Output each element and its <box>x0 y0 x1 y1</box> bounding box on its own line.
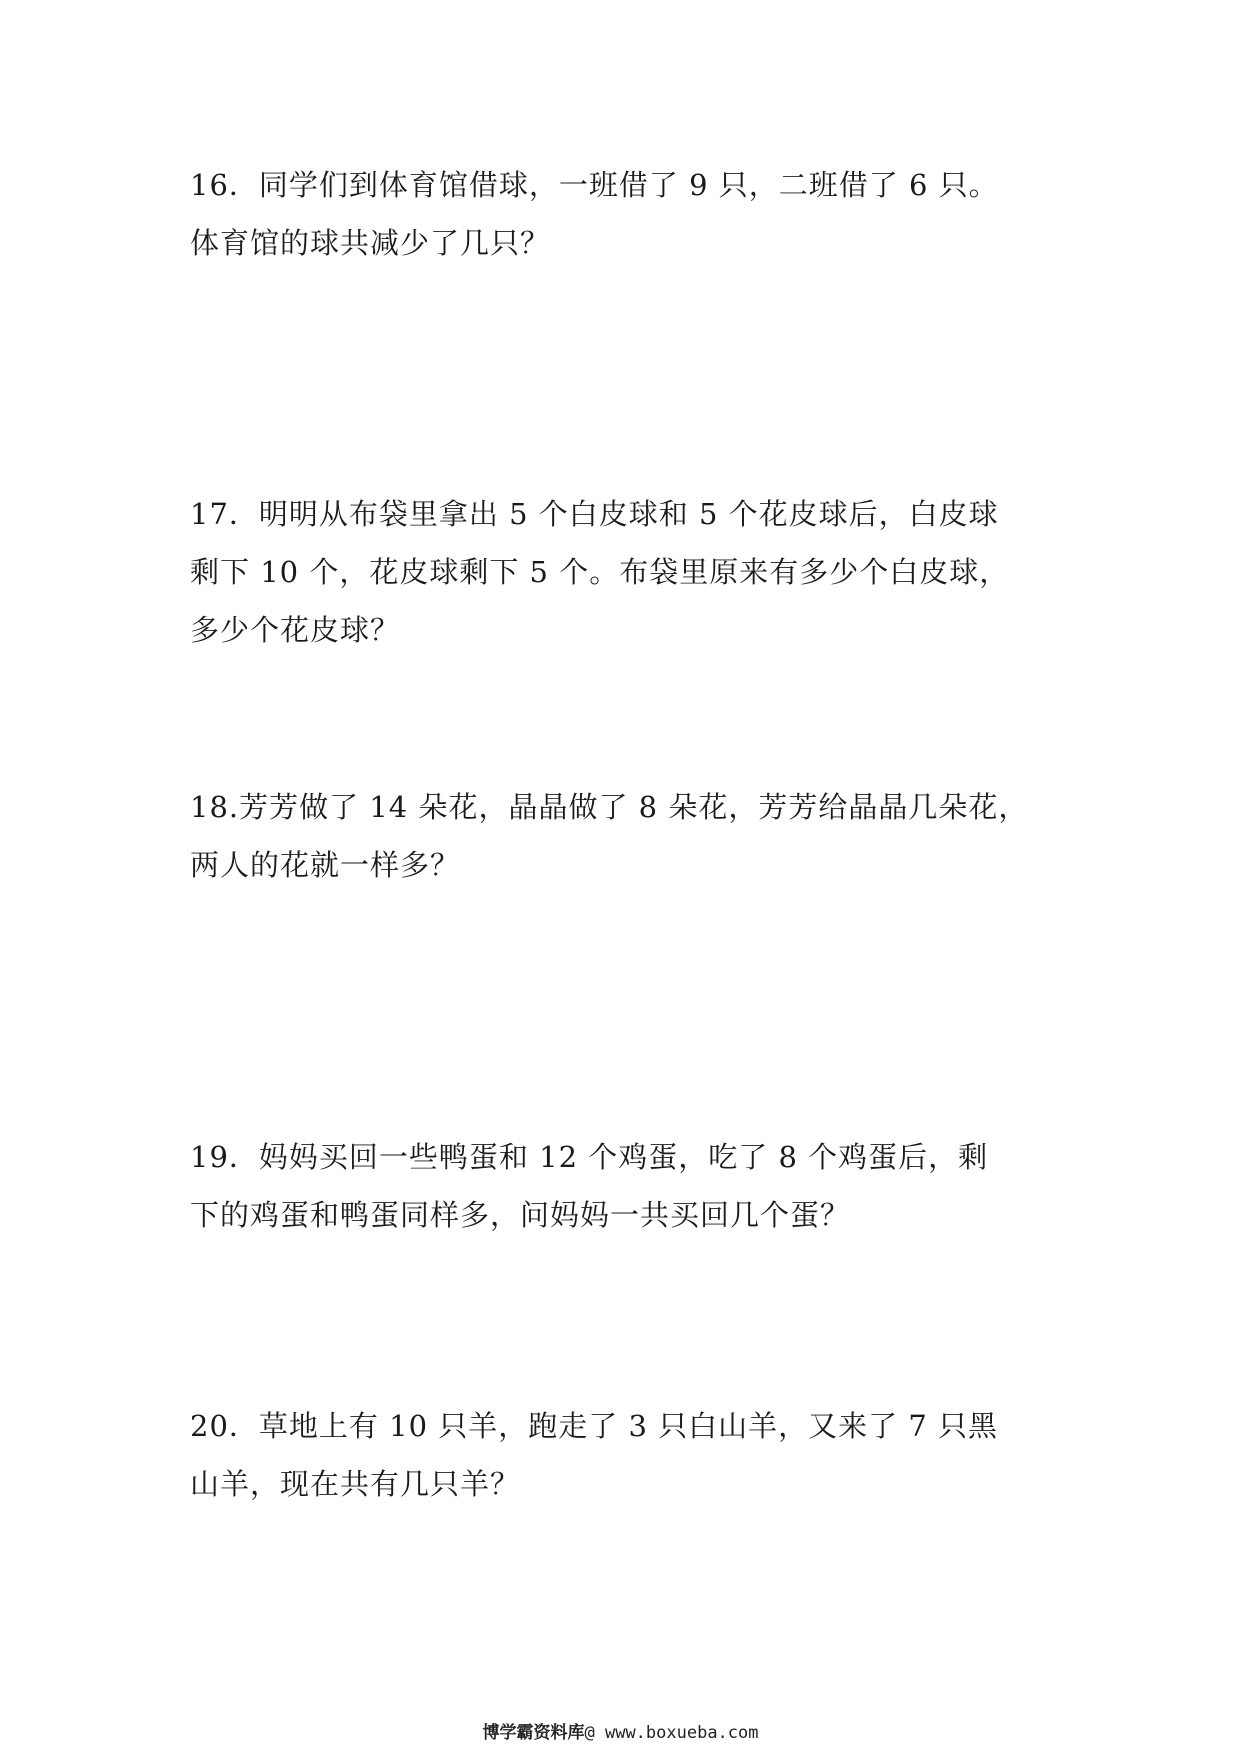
problem-17-line-2: 剩下 10 个，花皮球剩下 5 个。布袋里原来有多少个白皮球， <box>190 555 1010 589</box>
problem-17-line-3: 多少个花皮球？ <box>190 613 401 647</box>
problem-20 <box>190 1397 1070 1513</box>
problem-20-line-1: 20．草地上有 10 只羊，跑走了 3 只白山羊，又来了 7 只黑 <box>190 1409 999 1443</box>
footer-site-name: 博学霸资料库 <box>482 1723 585 1743</box>
problem-19 <box>190 1128 1070 1244</box>
problem-18-line-2: 两人的花就一样多？ <box>190 848 461 882</box>
problem-16-line-2: 体育馆的球共减少了几只？ <box>190 226 551 260</box>
problem-18 <box>190 778 1070 894</box>
problem-17 <box>190 485 1070 659</box>
problem-16-line-1: 16．同学们到体育馆借球，一班借了 9 只，二班借了 6 只。 <box>190 168 999 202</box>
problem-18-line-1: 18.芳芳做了 14 朵花，晶晶做了 8 朵花，芳芳给晶晶几朵花， <box>190 790 1029 824</box>
problem-19-line-1: 19．妈妈买回一些鸭蛋和 12 个鸡蛋，吃了 8 个鸡蛋后，剩 <box>190 1140 989 1174</box>
problem-16 <box>190 156 1070 272</box>
page-footer <box>0 1718 1241 1743</box>
footer-url: @ www.boxueba.com <box>584 1723 759 1743</box>
problem-20-line-2: 山羊，现在共有几只羊？ <box>190 1467 521 1501</box>
problem-17-line-1: 17．明明从布袋里拿出 5 个白皮球和 5 个花皮球后，白皮球 <box>190 497 999 531</box>
problem-19-line-2: 下的鸡蛋和鸭蛋同样多，问妈妈一共买回几个蛋？ <box>190 1198 851 1232</box>
